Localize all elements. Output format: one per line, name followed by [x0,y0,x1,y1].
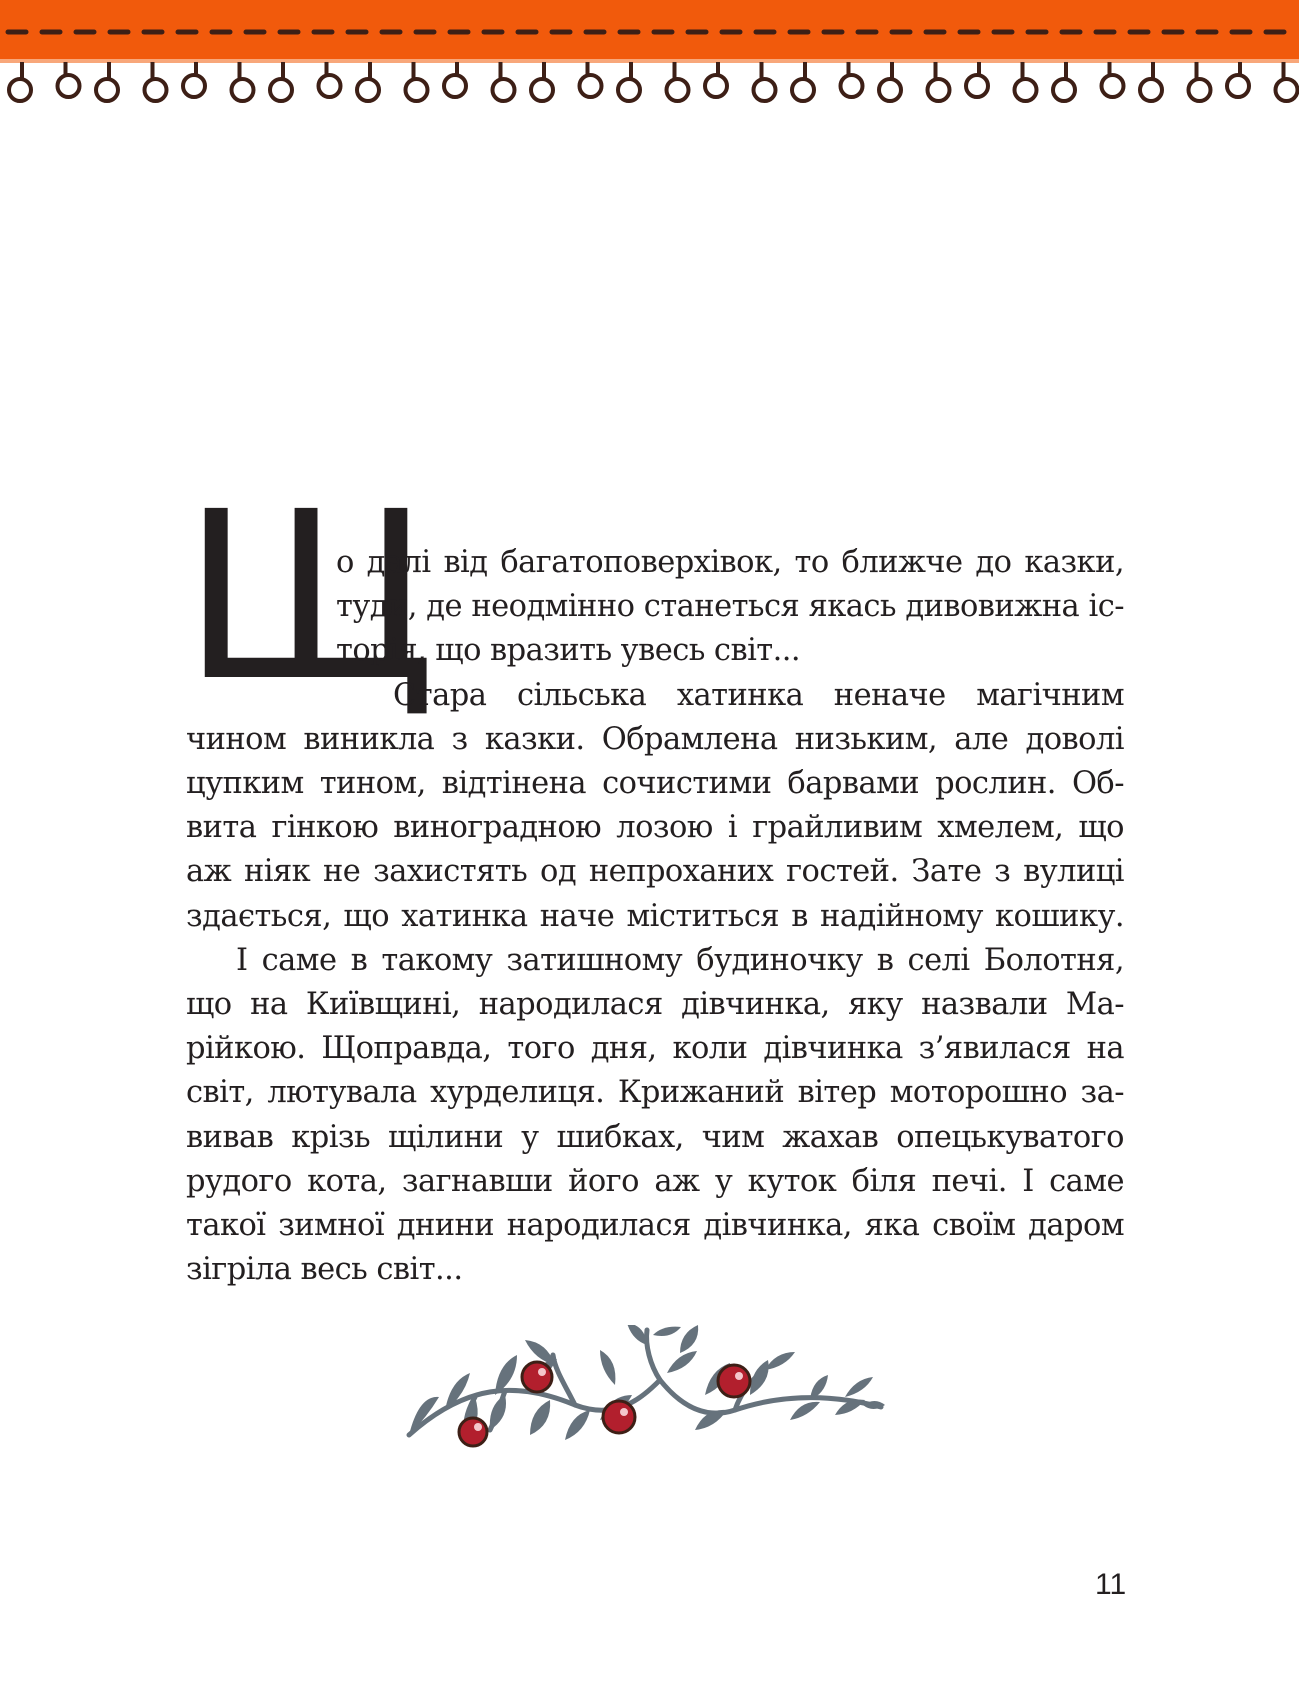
text-line: такої зимної днини народилася дівчинка, яка своїм даром [186,1208,1124,1244]
embroidered-fringe-border-icon [0,0,1299,120]
text-line: рійкою. Щоправда, того дня, коли дівчинка з’явилася на [186,1031,1124,1067]
text-line: рудого кота, загнавши його аж у куток біля печі. І саме [186,1163,1124,1199]
berry-branch-ornament-icon [405,1325,885,1490]
text-line: чином виникла з казки. Обрамлена низьким, але доволі [186,721,1124,757]
page-number: 11 [1095,1568,1127,1601]
text-line: вивав крізь щілини у шибках, чим жахав опецькуватого [186,1119,1124,1155]
text-line: вита гінкою виноградною лозою і грайливим хмелем, що [186,810,1124,846]
text-line: торія, що вразить увесь світ... [336,633,801,669]
text-line: світ, лютувала хурделиця. Крижаний вітер моторошно за- [186,1075,1124,1111]
text-line: І саме в такому затишному будиночку в селі Болотня, [236,942,1124,978]
article-text [186,541,1124,1292]
text-line: що на Київщині, народилася дівчинка, яку назвали Ма- [186,987,1124,1023]
text-line: о далі від багатоповерхівок, то ближче до казки, [336,545,1124,580]
text-line: зігріла весь світ... [186,1252,463,1288]
text-line: здається, що хатинка наче міститься в надійному кошику. [186,898,1124,934]
text-line: Стара сільська хатинка неначе магічним [393,677,1124,713]
text-line: туди, де неодмінно станеться якась дивовижна іс- [336,589,1124,625]
drop-cap: Щ [182,462,430,732]
text-line: аж ніяк не захистять од непроханих гостей. Зате з вулиці [186,854,1124,890]
text-line: цупким тином, відтінена сочистими барвами рослин. Об- [186,766,1124,802]
